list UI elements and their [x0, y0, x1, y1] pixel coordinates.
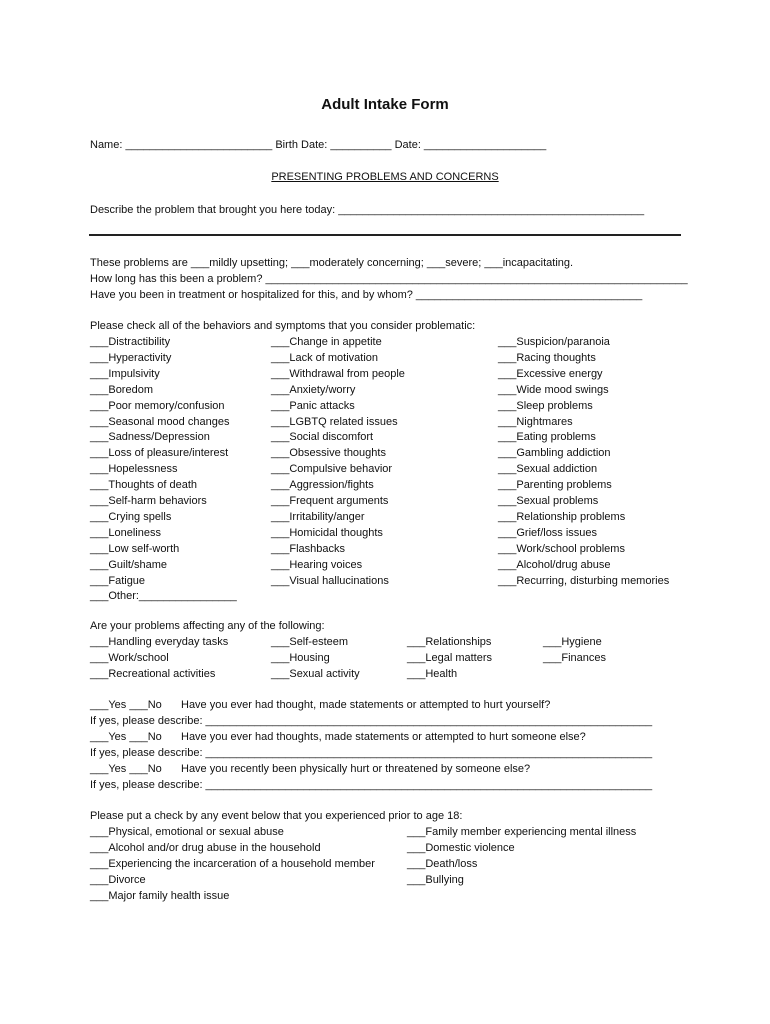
- section-heading: PRESENTING PROBLEMS AND CONCERNS: [271, 171, 499, 183]
- symptom-item[interactable]: ___Aggression/fights: [271, 479, 374, 492]
- symptom-item[interactable]: ___Racing thoughts: [498, 351, 596, 364]
- childhood-item[interactable]: ___Divorce: [90, 873, 146, 886]
- affecting-item[interactable]: ___Sexual activity: [271, 667, 360, 680]
- behaviors-intro: Please check all of the behaviors and symptoms that you consider problematic:: [90, 320, 476, 332]
- affecting-item[interactable]: ___Hygiene: [543, 636, 602, 648]
- symptom-item[interactable]: ___Panic attacks: [271, 399, 355, 412]
- symptom-item[interactable]: ___Excessive energy: [498, 367, 603, 380]
- childhood-item[interactable]: ___Experiencing the incarceration of a household member: [90, 857, 375, 870]
- symptom-item[interactable]: ___Seasonal mood changes: [90, 415, 230, 428]
- symptom-item[interactable]: ___Withdrawal from people: [271, 367, 405, 380]
- childhood-item[interactable]: ___Domestic violence: [407, 841, 515, 854]
- affecting-item[interactable]: ___Work/school: [90, 651, 169, 664]
- childhood-item[interactable]: ___Alcohol and/or drug abuse in the household: [90, 841, 321, 854]
- symptom-item[interactable]: ___Loneliness: [90, 526, 161, 539]
- safety-yes-no[interactable]: ___Yes ___No: [90, 731, 162, 743]
- symptom-item[interactable]: ___Relationship problems: [498, 510, 626, 523]
- symptom-item[interactable]: ___Flashbacks: [271, 542, 345, 555]
- symptom-item[interactable]: ___Work/school problems: [498, 542, 625, 555]
- symptom-item[interactable]: ___Self-harm behaviors: [90, 495, 207, 507]
- childhood-item[interactable]: ___Death/loss: [407, 857, 478, 870]
- symptom-item[interactable]: ___Boredom: [90, 383, 153, 396]
- divider: [89, 234, 681, 236]
- symptom-item[interactable]: ___Gambling addiction: [498, 447, 611, 460]
- symptom-item[interactable]: ___Social discomfort: [271, 431, 374, 444]
- safety-question: Have you ever had thoughts, made statements or attempted to hurt someone else?: [181, 731, 586, 743]
- childhood-item[interactable]: ___Physical, emotional or sexual abuse: [90, 826, 284, 838]
- safety-question: Have you ever had thought, made statements or attempted to hurt yourself?: [181, 699, 551, 711]
- symptom-item[interactable]: ___Nightmares: [498, 415, 573, 428]
- symptom-item[interactable]: ___Hopelessness: [90, 463, 178, 476]
- symptom-item[interactable]: ___Homicidal thoughts: [271, 526, 383, 539]
- symptom-item[interactable]: ___Crying spells: [90, 510, 172, 523]
- safety-yes-no[interactable]: ___Yes ___No: [90, 699, 162, 711]
- form-title: Adult Intake Form: [321, 96, 449, 113]
- symptom-item[interactable]: ___Thoughts of death: [90, 479, 198, 492]
- symptom-item[interactable]: ___Visual hallucinations: [271, 574, 389, 587]
- symptom-item[interactable]: ___Guilt/shame: [90, 558, 168, 571]
- safety-describe-field[interactable]: If yes, please describe: _________________________________________________________________________: [90, 779, 653, 791]
- symptom-item[interactable]: ___Sexual problems: [498, 495, 599, 507]
- symptom-item[interactable]: ___Impulsivity: [90, 367, 160, 380]
- symptom-item[interactable]: ___Loss of pleasure/interest: [90, 447, 229, 460]
- symptom-item[interactable]: ___Low self-worth: [90, 542, 180, 555]
- symptom-item[interactable]: ___Alcohol/drug abuse: [498, 558, 611, 571]
- treatment-field[interactable]: Have you been in treatment or hospitalized for this, and by whom? _____________________________________: [90, 289, 643, 301]
- affecting-item[interactable]: ___Relationships: [407, 636, 492, 648]
- symptom-item[interactable]: ___Hearing voices: [271, 558, 363, 571]
- affecting-item[interactable]: ___Health: [407, 667, 458, 680]
- severity-line[interactable]: These problems are ___mildly upsetting; ___moderately concerning; ___severe; ___incapacitating.: [90, 257, 574, 269]
- affecting-item[interactable]: ___Self-esteem: [271, 636, 349, 648]
- symptom-item[interactable]: ___LGBTQ related issues: [271, 415, 398, 428]
- symptom-item-other[interactable]: ___Other:________________: [90, 590, 237, 603]
- affecting-item[interactable]: ___Legal matters: [407, 651, 492, 664]
- symptom-item[interactable]: ___Hyperactivity: [90, 351, 172, 364]
- describe-problem-field[interactable]: Describe the problem that brought you here today: __________________________________________________: [90, 204, 645, 216]
- childhood-item[interactable]: ___Major family health issue: [90, 889, 230, 902]
- symptom-item[interactable]: ___Poor memory/confusion: [90, 399, 225, 412]
- symptom-item[interactable]: ___Sleep problems: [498, 399, 593, 412]
- symptom-item[interactable]: ___Sadness/Depression: [90, 431, 210, 444]
- safety-yes-no[interactable]: ___Yes ___No: [90, 763, 162, 775]
- symptom-item[interactable]: ___Fatigue: [90, 574, 146, 587]
- safety-describe-field[interactable]: If yes, please describe: _________________________________________________________________________: [90, 747, 653, 759]
- symptom-item[interactable]: ___Wide mood swings: [498, 383, 609, 396]
- symptom-item[interactable]: ___Frequent arguments: [271, 495, 389, 507]
- affecting-intro: Are your problems affecting any of the following:: [90, 620, 325, 632]
- safety-question: Have you recently been physically hurt or threatened by someone else?: [181, 763, 531, 775]
- symptom-item[interactable]: ___Anxiety/worry: [271, 383, 356, 396]
- affecting-item[interactable]: ___Finances: [543, 651, 606, 664]
- childhood-intro: Please put a check by any event below that you experienced prior to age 18:: [90, 810, 463, 822]
- symptom-item[interactable]: ___Sexual addiction: [498, 463, 598, 476]
- symptom-item[interactable]: ___Distractibility: [90, 336, 171, 348]
- symptom-item[interactable]: ___Compulsive behavior: [271, 463, 393, 476]
- affecting-item[interactable]: ___Recreational activities: [90, 667, 216, 680]
- symptom-item[interactable]: ___Change in appetite: [271, 336, 382, 348]
- symptom-item[interactable]: ___Eating problems: [498, 431, 596, 444]
- symptom-item[interactable]: ___Recurring, disturbing memories: [498, 574, 670, 587]
- how-long-field[interactable]: How long has this been a problem? _____________________________________________________________________: [90, 273, 688, 285]
- symptom-item[interactable]: ___Suspicion/paranoia: [498, 336, 610, 348]
- symptom-item[interactable]: ___Irritability/anger: [271, 510, 365, 523]
- symptom-item[interactable]: ___Grief/loss issues: [498, 526, 598, 539]
- safety-describe-field[interactable]: If yes, please describe: _________________________________________________________________________: [90, 715, 653, 727]
- symptom-item[interactable]: ___Parenting problems: [498, 479, 612, 492]
- childhood-item[interactable]: ___Family member experiencing mental illness: [407, 826, 637, 838]
- affecting-item[interactable]: ___Housing: [271, 651, 330, 664]
- symptom-item[interactable]: ___Obsessive thoughts: [271, 447, 386, 460]
- symptom-item[interactable]: ___Lack of motivation: [271, 351, 379, 364]
- name-date-line[interactable]: Name: ________________________ Birth Date: __________ Date: ____________________: [90, 139, 547, 151]
- childhood-item[interactable]: ___Bullying: [407, 873, 464, 886]
- affecting-item[interactable]: ___Handling everyday tasks: [90, 636, 229, 648]
